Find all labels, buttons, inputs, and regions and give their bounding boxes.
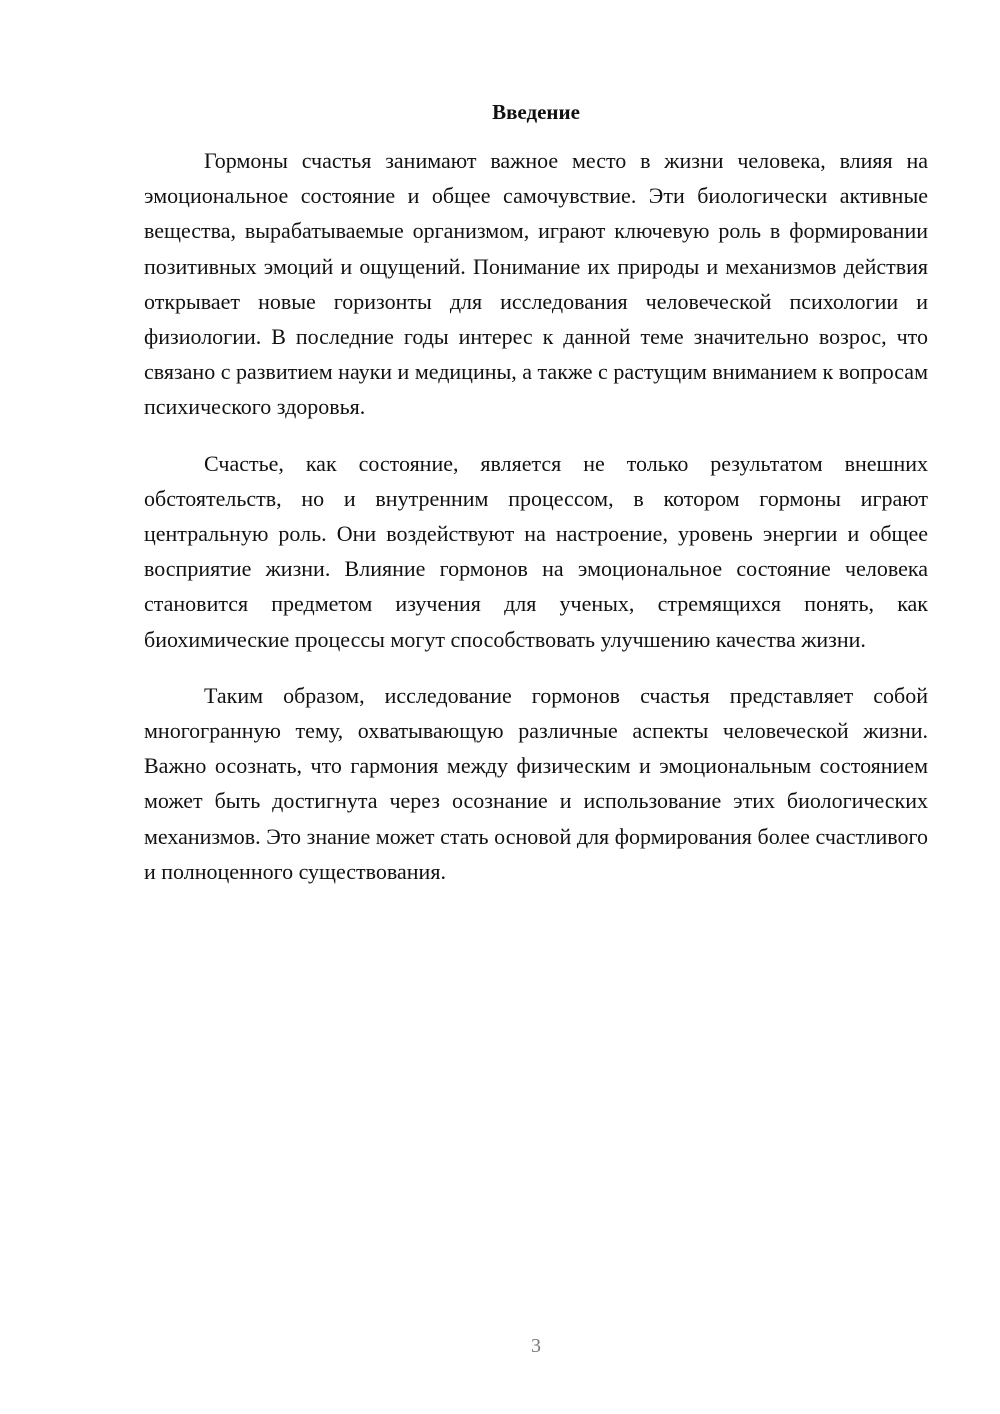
paragraph-1: Гормоны счастья занимают важное место в жизни человека, влияя на эмоциональное состояние и общее самочувствие. Эти биологически активные вещества, вырабатываемые организмом, играют ключевую роль в формировании позитивных эмоций и ощущений. Понимание их природы и механизмов действия открывает новые горизонты для исследования человеческой психологии и физиологии. В последние годы интерес к данной теме значительно возрос, что связано с развитием науки и медицины, а также с растущим вниманием к вопросам психического здоровья. [144,148,928,420]
paragraph-2: Счастье, как состояние, является не только результатом внешних обстоятельств, но и внутренним процессом, в котором гормоны играют центральную роль. Они воздействуют на настроение, уровень энергии и общее восприятие жизни. Влияние гормонов на эмоциональное состояние человека становится предметом изучения для ученых, стремящихся понять, как биохимические процессы могут способствовать улучшению качества жизни. [144,450,928,652]
paragraph-3: Таким образом, исследование гормонов счастья представляет собой многогранную тему, охватывающую различные аспекты человеческой жизни. Важно осознать, что гармония между физическим и эмоциональным состоянием может быть достигнута через осознание и использование этих биологических механизмов. Это знание может стать основой для формирования более счастливого и полноценного существования. [144,682,928,884]
page-number: 3 [531,1335,541,1357]
section-heading: Введение [492,100,580,124]
body-text [144,143,928,889]
